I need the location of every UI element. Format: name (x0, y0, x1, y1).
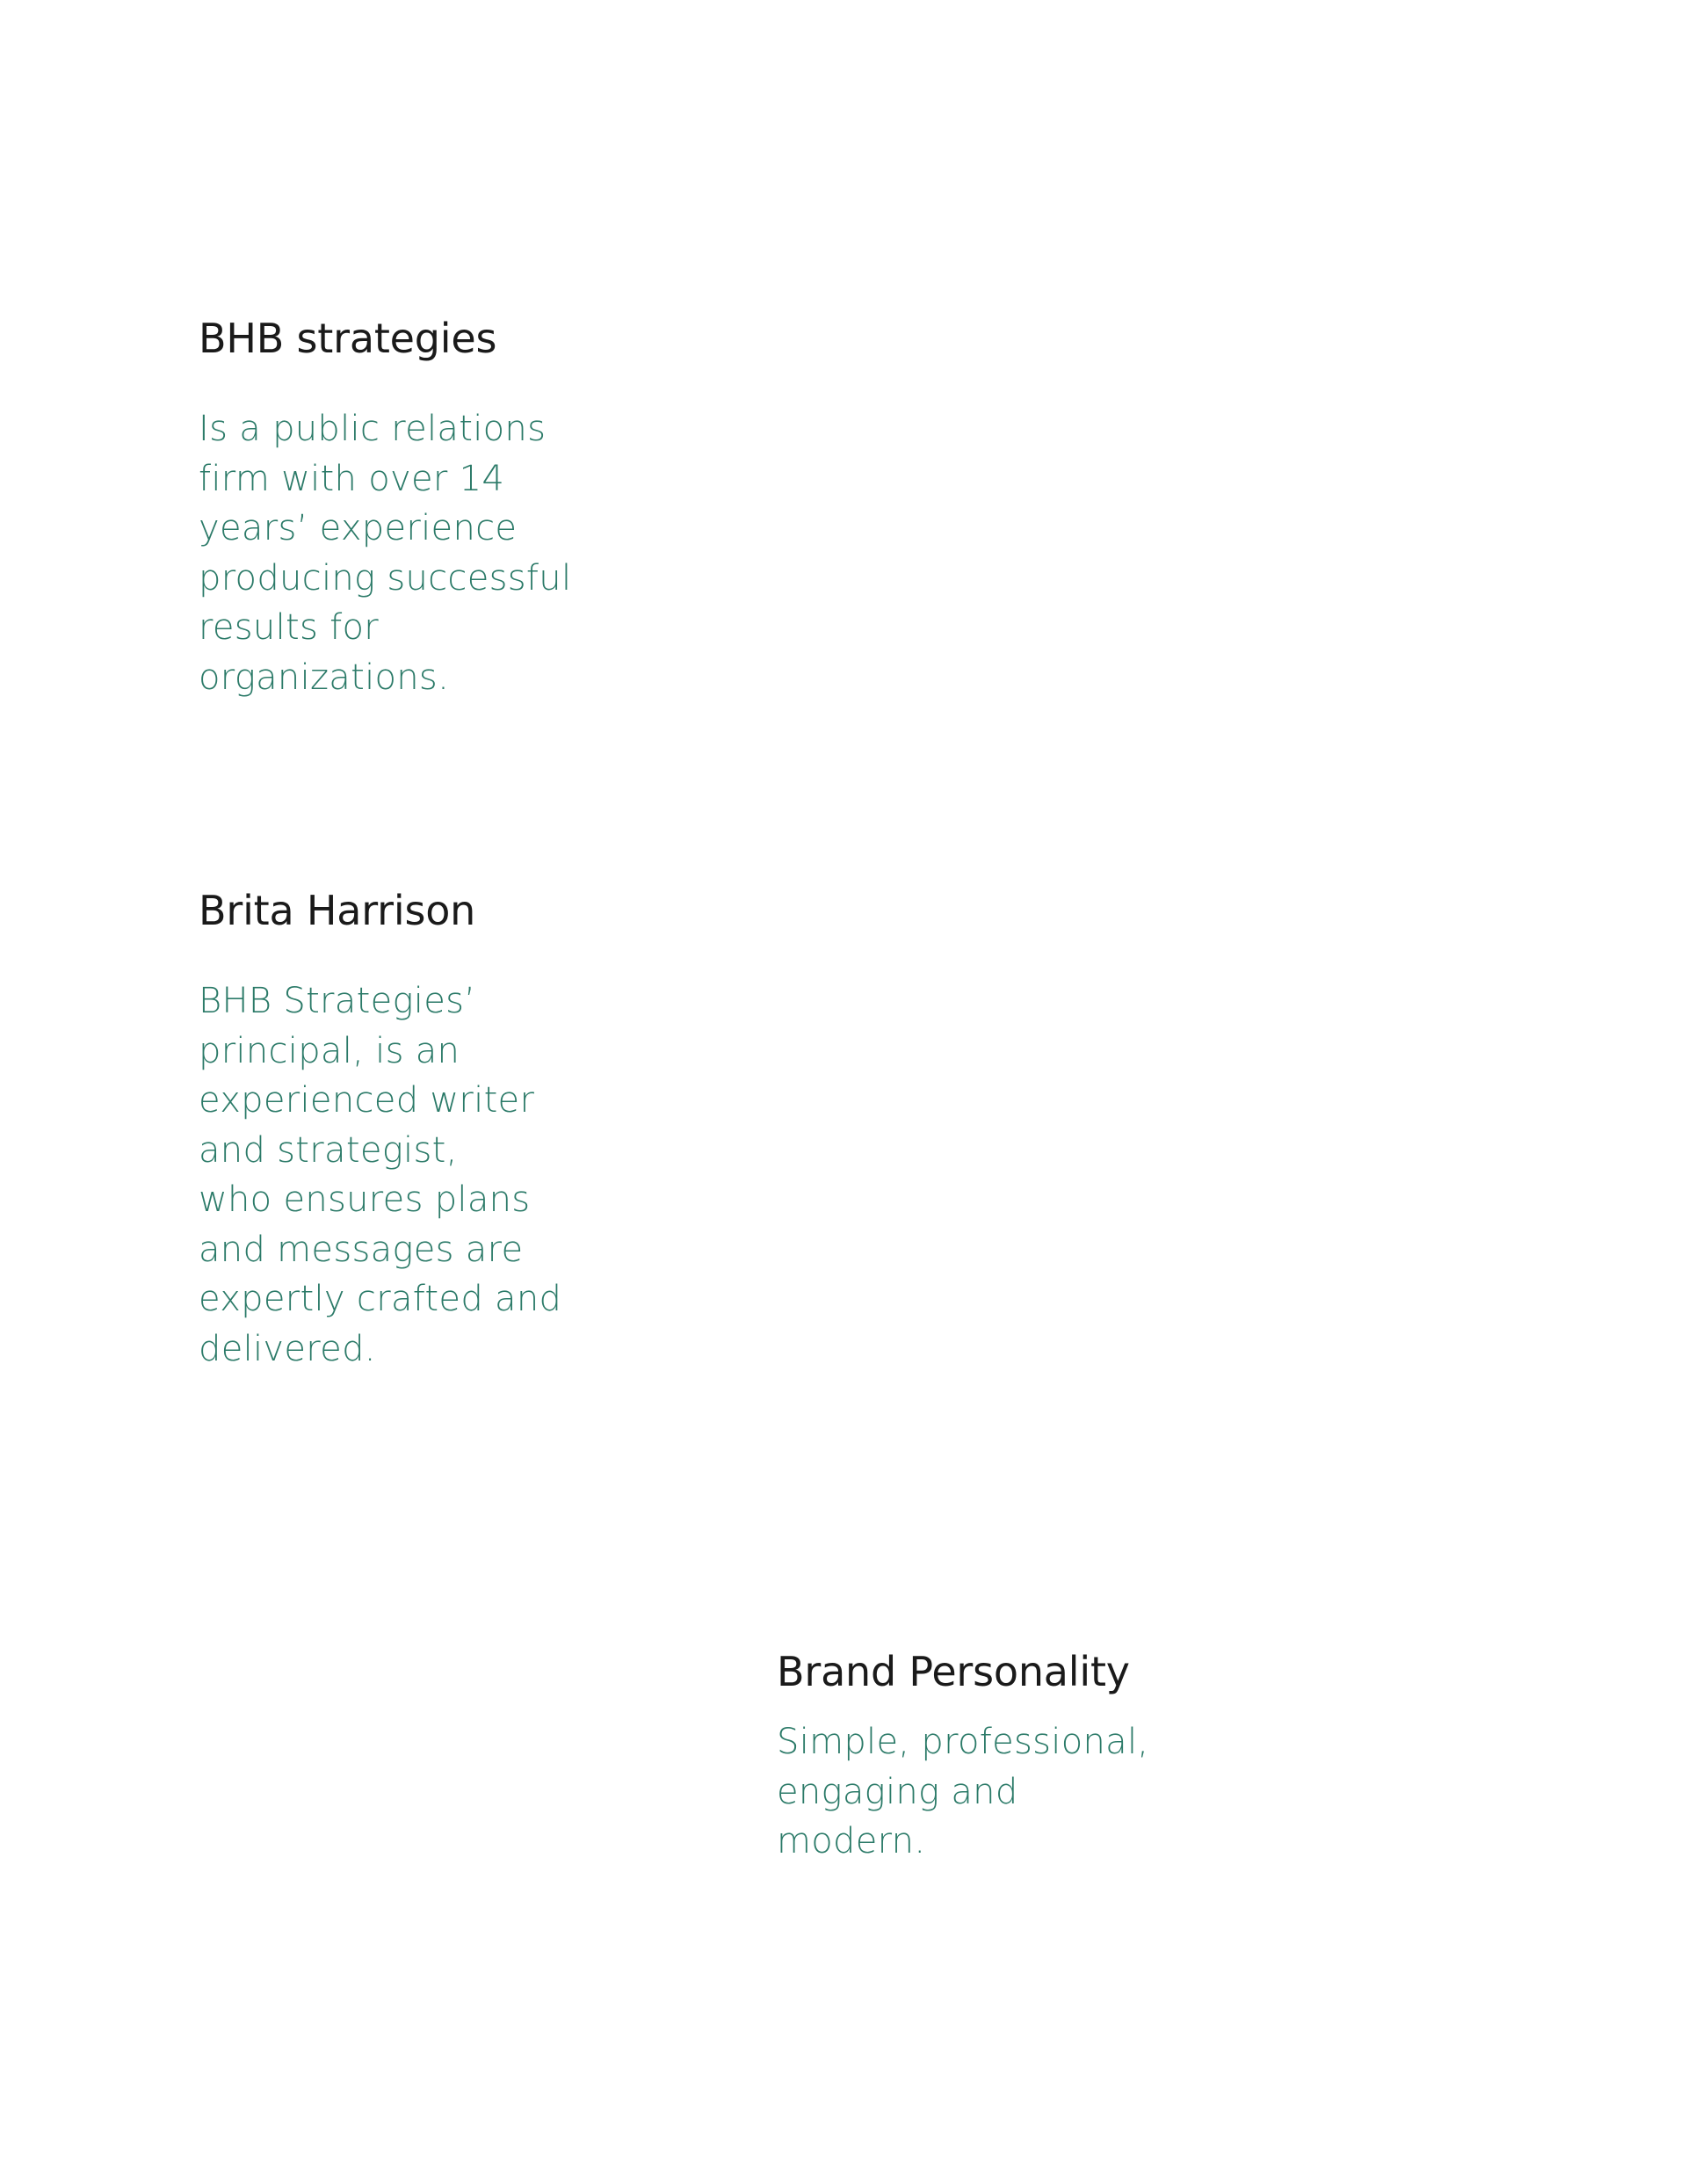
principal-description-line: expertly crafted and (199, 1279, 562, 1319)
principal-section (199, 886, 561, 1374)
company-description-line: firm with over 14 (199, 458, 505, 499)
company-description-line: years’ experience (199, 508, 518, 548)
company-description-line: producing successful (199, 557, 572, 599)
company-description-line: Is a public relations (199, 409, 547, 449)
principal-description-line: and strategist, (199, 1129, 458, 1171)
brand-personality-section (777, 1647, 1148, 1867)
brand-personality-line: modern. (777, 1821, 926, 1861)
company-heading: BHB strategies (199, 315, 497, 362)
about-company-section (199, 314, 571, 702)
company-description-line: organizations. (199, 657, 450, 698)
brand-personality-line: Simple, professional, (777, 1722, 1149, 1762)
principal-description-line: principal, is an (199, 1030, 460, 1071)
principal-heading: Brita Harrison (199, 887, 476, 934)
brand-personality-description (777, 1717, 1148, 1867)
brand-personality-line: engaging and (777, 1771, 1018, 1812)
principal-description (199, 976, 561, 1374)
principal-description-line: who ensures plans (199, 1179, 531, 1220)
brand-personality-heading: Brand Personality (777, 1648, 1130, 1695)
principal-description-line: BHB Strategies’ (199, 981, 476, 1021)
principal-description-line: experienced writer (199, 1080, 535, 1121)
company-description-line: results for (199, 607, 380, 648)
company-description (199, 404, 571, 702)
principal-description-line: and messages are (199, 1229, 524, 1270)
principal-description-line: delivered. (199, 1328, 376, 1369)
